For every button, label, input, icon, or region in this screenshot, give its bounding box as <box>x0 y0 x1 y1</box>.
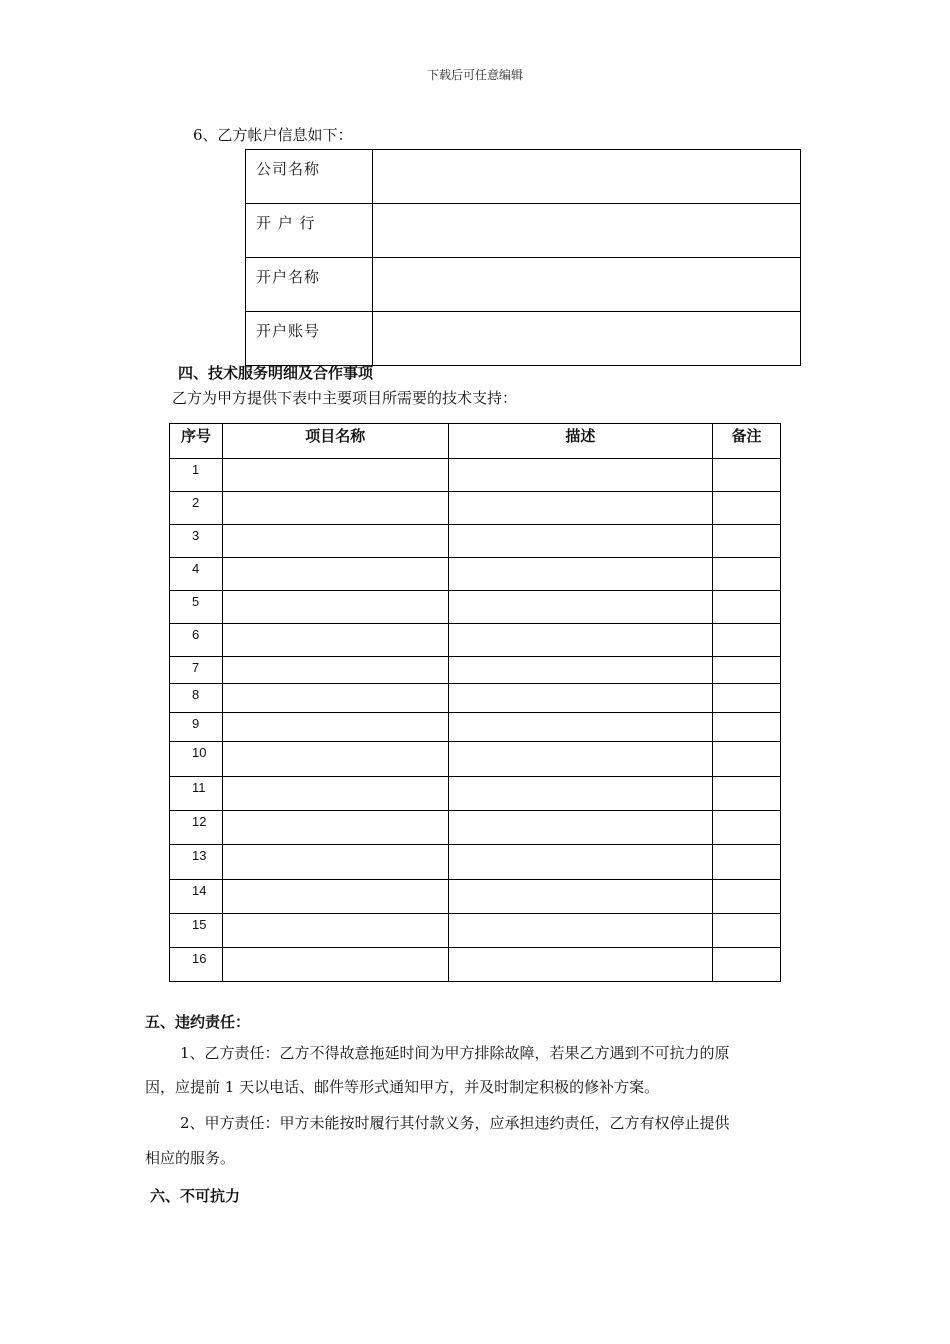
row-project-name <box>222 684 448 713</box>
row-description <box>448 880 713 914</box>
table-row <box>170 713 781 742</box>
row-description <box>448 525 713 558</box>
column-header-project-name: 项目名称 <box>222 424 448 459</box>
section-6-title: 六、不可抗力 <box>150 1187 241 1205</box>
table-row <box>170 492 781 525</box>
row-project-name <box>222 558 448 591</box>
account-row <box>246 150 801 204</box>
row-description <box>448 845 713 880</box>
account-row <box>246 312 801 366</box>
table-row <box>170 811 781 845</box>
column-header-description: 描述 <box>448 424 713 459</box>
row-project-name <box>222 591 448 624</box>
table-row <box>170 591 781 624</box>
account-label: 开户账号 <box>246 312 373 366</box>
row-index: 4 <box>170 558 223 591</box>
section-4-title: 四、技术服务明细及合作事项 <box>178 364 374 382</box>
account-row <box>246 258 801 312</box>
row-index: 9 <box>170 713 223 742</box>
row-remarks <box>713 591 781 624</box>
row-remarks <box>713 558 781 591</box>
page-header-note: 下载后可任意编辑 <box>426 68 523 82</box>
row-project-name <box>222 713 448 742</box>
table-header-row <box>170 424 781 459</box>
row-description <box>448 777 713 811</box>
row-index: 3 <box>170 525 223 558</box>
table-row <box>170 914 781 948</box>
row-remarks <box>713 684 781 713</box>
table-row <box>170 558 781 591</box>
row-description <box>448 684 713 713</box>
table-row <box>170 777 781 811</box>
section-4-intro: 乙方为甲方提供下表中主要项目所需要的技术支持： <box>172 389 518 407</box>
row-index: 15 <box>170 914 223 948</box>
account-label: 开户名称 <box>246 258 373 312</box>
row-description <box>448 558 713 591</box>
account-value <box>373 150 801 204</box>
row-index: 11 <box>170 777 223 811</box>
row-project-name <box>222 914 448 948</box>
account-label: 公司名称 <box>246 150 373 204</box>
row-index: 7 <box>170 657 223 684</box>
row-remarks <box>713 624 781 657</box>
table-row <box>170 684 781 713</box>
row-project-name <box>222 880 448 914</box>
row-description <box>448 459 713 492</box>
account-value <box>373 258 801 312</box>
row-index: 10 <box>170 742 223 777</box>
account-info-table <box>245 149 801 366</box>
row-remarks <box>713 657 781 684</box>
row-description <box>448 492 713 525</box>
row-project-name <box>222 492 448 525</box>
row-description <box>448 914 713 948</box>
row-remarks <box>713 914 781 948</box>
row-project-name <box>222 777 448 811</box>
table-row <box>170 742 781 777</box>
account-value <box>373 312 801 366</box>
row-remarks <box>713 713 781 742</box>
row-index: 1 <box>170 459 223 492</box>
row-project-name <box>222 525 448 558</box>
row-index: 8 <box>170 684 223 713</box>
row-project-name <box>222 811 448 845</box>
row-index: 2 <box>170 492 223 525</box>
table-row <box>170 657 781 684</box>
section-5-para-2-line-1: 2、甲方责任：甲方未能按时履行其付款义务，应承担违约责任，乙方有权停止提供 <box>180 1114 730 1132</box>
row-index: 6 <box>170 624 223 657</box>
row-project-name <box>222 624 448 657</box>
section-5-para-1-line-2: 因，应提前 1 天以电话、邮件等形式通知甲方，并及时制定积极的修补方案。 <box>145 1078 660 1096</box>
row-index: 14 <box>170 880 223 914</box>
table-row <box>170 525 781 558</box>
row-remarks <box>713 811 781 845</box>
service-items-table <box>169 423 781 982</box>
row-remarks <box>713 777 781 811</box>
row-remarks <box>713 845 781 880</box>
table-row <box>170 845 781 880</box>
row-project-name <box>222 845 448 880</box>
row-description <box>448 948 713 982</box>
row-remarks <box>713 880 781 914</box>
column-header-remarks: 备注 <box>713 424 781 459</box>
account-value <box>373 204 801 258</box>
account-label: 开 户 行 <box>246 204 373 258</box>
row-description <box>448 713 713 742</box>
account-info-heading: 6、乙方帐户信息如下： <box>193 126 353 144</box>
column-header-index: 序号 <box>170 424 223 459</box>
table-row <box>170 880 781 914</box>
row-index: 12 <box>170 811 223 845</box>
row-project-name <box>222 948 448 982</box>
table-row <box>170 948 781 982</box>
row-description <box>448 742 713 777</box>
row-remarks <box>713 492 781 525</box>
row-remarks <box>713 525 781 558</box>
row-project-name <box>222 657 448 684</box>
row-description <box>448 657 713 684</box>
row-description <box>448 624 713 657</box>
row-remarks <box>713 459 781 492</box>
row-description <box>448 811 713 845</box>
row-index: 5 <box>170 591 223 624</box>
table-row <box>170 459 781 492</box>
row-project-name <box>222 459 448 492</box>
table-row <box>170 624 781 657</box>
section-5-para-1-line-1: 1、乙方责任：乙方不得故意拖延时间为甲方排除故障，若果乙方遇到不可抗力的原 <box>180 1044 730 1062</box>
row-description <box>448 591 713 624</box>
section-5-title: 五、违约责任： <box>145 1013 251 1031</box>
row-project-name <box>222 742 448 777</box>
row-remarks <box>713 948 781 982</box>
row-index: 16 <box>170 948 223 982</box>
account-row <box>246 204 801 258</box>
section-5-para-2-line-2: 相应的服务。 <box>145 1149 236 1167</box>
row-index: 13 <box>170 845 223 880</box>
row-remarks <box>713 742 781 777</box>
